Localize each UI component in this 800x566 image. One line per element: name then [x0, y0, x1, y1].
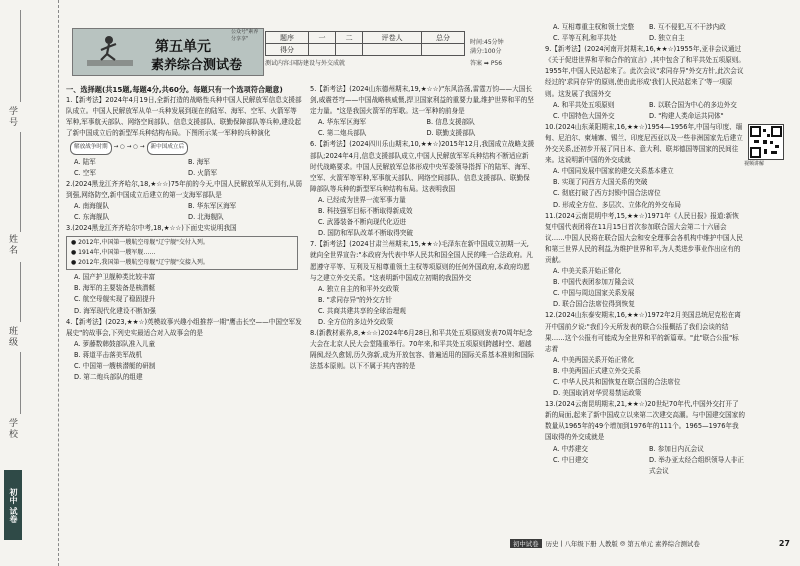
time-info: [470, 38, 504, 56]
option[interactable]: D. 海军现代化建设不断加强: [74, 306, 156, 315]
arrow-right-icon: → ○ → ○ →: [113, 144, 145, 151]
option[interactable]: D. 火箭军: [188, 168, 218, 177]
option[interactable]: C. 共商共建共享的全球治理观: [318, 306, 406, 315]
options-row: [545, 100, 745, 111]
option[interactable]: A. 中苏建交: [553, 444, 588, 453]
option[interactable]: D. 第二炮兵部队的组建: [74, 373, 143, 382]
question-4: 4.【新考法】(2023,★★☆)英模故事兴趣小组推荐一期"鹰击长空——中国空军发展史"的故事会,下列史实最适合对入故事会的是: [66, 317, 302, 337]
score-cell[interactable]: [336, 44, 363, 56]
score-table: [265, 31, 465, 56]
footer-unit: 第五单元: [627, 539, 653, 548]
option[interactable]: B. 中国代表团参加万隆会议: [553, 278, 635, 287]
score-cell: 二: [336, 32, 363, 44]
options-row: [545, 111, 745, 122]
material-line: ● 2012年,中国第一艘航空母舰"辽宁舰"交付入列。: [71, 239, 209, 247]
option[interactable]: A. 已经成为世界一流军事力量: [318, 195, 406, 204]
score-cell[interactable]: [421, 44, 464, 56]
option[interactable]: A. 独立自主的和平外交政策: [318, 284, 400, 293]
option[interactable]: D. 联勤支援部队: [426, 129, 476, 138]
test-scope: 测试内容:国防建设与外交成就: [265, 60, 346, 67]
score-cell: 评卷人: [363, 32, 422, 44]
question-1: 1.【新考法】2024年4月19日,全新打造的战略性兵种中国人民解放军信息支援部队成立。中国人民解放军从单一兵种发展到现在的陆军、海军、空军、火箭军等军种,军事航天部队、网络空间部队、信息支援部队、联勤保障部队等兵种,建设起了新中国成立后的新型军兵种结构布局。下图所示某一军种的兵种演化: [66, 96, 302, 138]
option[interactable]: C. 彻底打破了西方封锁中国合法席位: [553, 189, 661, 198]
question-13: 13.(2024云南昆明期末,21,★★☆)20世纪70年代,中国外交打开了新的局面,起来了新中国成立以来第二次建交高潮。与中国建交国家的数量从1965年的49个增加到1976年的111个。1965—1976年我国取得的外交成就是: [545, 400, 745, 442]
divider: [20, 352, 21, 414]
section-heading: 一、选择题(共15题,每题4分,共60分。每题只有一个选项符合题意): [66, 85, 283, 94]
score-cell: 题序: [266, 32, 309, 44]
footer-title: 素养综合测试卷: [654, 539, 700, 548]
banner-title-test: 素养综合测试卷: [151, 58, 243, 73]
option[interactable]: A. 萝藤数韩鼓部队准入儿童: [74, 339, 156, 348]
option[interactable]: B. 信息支援部队: [426, 118, 475, 127]
flow-node: 新中国成立后: [147, 141, 189, 154]
footer-badge: 初中试卷: [510, 539, 542, 548]
option[interactable]: D. 形成全方位、多层次、立体化的外交布局: [553, 200, 681, 209]
options-row: [545, 33, 745, 44]
full-score: 满分:100分: [470, 48, 502, 55]
option[interactable]: D. 举办亚太经合组织领导人非正式会议: [649, 455, 744, 475]
options-row: [66, 157, 302, 168]
option[interactable]: C. 平等互利,和平共处: [553, 34, 617, 43]
option[interactable]: C. 武器装备不断向现代化迈进: [318, 218, 406, 227]
option[interactable]: B. 以联合国为中心的多边外交: [649, 100, 737, 109]
score-cell[interactable]: [308, 44, 335, 56]
option[interactable]: D. 北海舰队: [188, 213, 224, 222]
question-7: 7.【新考法】(2024甘肃兰州期末,15,★★☆)毛泽东在新中国成立初期一天,就向全世界宣告:"本政府为代表中华人民共和国全国人民的唯一合法政府。凡愿遵守平等、互利及互相尊重领土主权等项原则的任何外国政府,本政府均愿与之建立外交关系。"这表明新中国成立初期的我国外交: [310, 240, 533, 282]
option[interactable]: C. 中华人民共和国恢复在联合国的合法席位: [553, 378, 681, 386]
page-footer: 初中试卷 历史 | 八年级下册 人教版 ◎ 第五单元 素养综合测试卷 27: [510, 538, 790, 548]
label-name: 姓名: [7, 234, 17, 256]
material-line: ● 2012年,我国第一艘航空母舰"辽宁舰"交接入列。: [71, 259, 209, 267]
option[interactable]: C. 第二炮兵部队: [318, 129, 367, 138]
option[interactable]: C. 中国与周边国家关系发展: [553, 289, 635, 298]
column-left: [66, 84, 302, 383]
question-6: 6.【新考法】(2024四川乐山期末,10,★★☆)2015年12月,我国成立战略支援部队;2024年4月,信息支援部队成立,中国人民解放军军兵种结构不断适应新时代战略要求。中国人民解放军总体形成中央军委领导指挥下的陆军、海军、空军、火箭军等军种,军事航天部队、网络空间部队、信息支援部队、联勤保障部队等兵种的新型军兵种结构布局。这表明我国: [310, 140, 535, 193]
question-5: 5.【新考法】(2024山东德州期末,19,★☆☆)"东风浩荡,雷霆万钧——大国长剑,威震苍穹——中国战略核威慑,捍卫国家利益的重要力量,维护世界和平的坚定力量。"这是我国火箭军的军歌。这一军种的前身是: [310, 85, 534, 116]
option[interactable]: D. 国防和军队改革不断取得突破: [318, 229, 413, 238]
unit-banner: [72, 28, 264, 76]
option[interactable]: C. 中日建交: [553, 455, 589, 464]
question-12: 12.(2024山东泰安期末,16,★★☆)1972年2月美国总统尼克松在离开中国前夕说:"我们今天所发表的联合公报概括了我们会谈的结果……这个公报有可能成为全世界和平的新篇章。"此"联合公报"标志着: [545, 311, 741, 353]
score-cell: 得分: [266, 44, 309, 56]
flow-node: 解放战争时期: [70, 141, 112, 154]
footer-subject: 历史: [545, 539, 559, 548]
options-row: [310, 128, 535, 139]
label-school: 学校: [7, 418, 17, 440]
option[interactable]: C. 中国特色大国外交: [553, 111, 615, 120]
option[interactable]: A. 国产护卫舰种类比较丰富: [74, 273, 156, 282]
label-class: 班级: [7, 326, 17, 348]
option[interactable]: B. 海军的主要装备是核潜艇: [74, 284, 156, 293]
question-8: 8.(新教材素养,8,★☆☆)2024年6月28日,和平共处五项原则发表70周年纪念大会在北京人民大会堂隆重举行。70年来,和平共处五项原则跨越时空、超越隔阂,经久愈韧,历久弥新,成为开放包容、普遍适用的国际关系基本准则和国际法基本原则。以下不属于其内容的是: [310, 329, 534, 371]
binding-strip: [0, 0, 59, 566]
option[interactable]: A. 中国同发展中国家的建交关系基本建立: [553, 167, 674, 176]
score-cell: 总分: [421, 32, 464, 44]
divider: [20, 132, 21, 232]
banner-note: 公众号"素养分享享": [231, 29, 259, 42]
score-cell: 一: [308, 32, 335, 44]
options-row: [66, 168, 302, 179]
label-student-id: 学号: [7, 106, 17, 128]
score-cell[interactable]: [363, 44, 422, 56]
option[interactable]: B. 互不侵犯,互不干涉内政: [649, 23, 726, 31]
option[interactable]: D. 美国取消对华贸易禁运政策: [553, 389, 642, 398]
option[interactable]: B. 海军: [188, 157, 210, 166]
question-9: 9.【新考法】(2024河南开封期末,16,★★☆)1955年,亚非会议通过《关于促进世界和平和合作的宣言》,其中包含了和平共处五项原则。1955年,中国人民站起来了。此次会议"求同存异"外交方针,此次会议经过的'求同存异'的原则,使由此形成'我们人民站起来了'等一项原则。这发展了我国外交: [545, 45, 745, 98]
question-10: 10.(2024山东莱阳期末,16,★★☆)1954—1956年,中国与印度、缅甸、尼泊尔、柬埔寨、锡兰、印度尼西亚以及一些非洲国家先后建立外交关系,还初步开展了同日本、意大利、联邦德国等国家的民间往来。这说明新中国的外交成就: [545, 122, 743, 165]
option[interactable]: B. "求同存异"的外交方针: [318, 295, 393, 304]
divider: [20, 262, 21, 322]
options-row: [66, 212, 302, 223]
option[interactable]: A. 南海舰队: [74, 201, 109, 210]
option[interactable]: A. 和平共处五项原则: [553, 100, 615, 109]
option[interactable]: D. 全方位的多边外交政策: [318, 317, 394, 326]
qr-code-icon[interactable]: [748, 124, 784, 160]
brand-label: 初中 试卷: [4, 470, 22, 540]
divider: [20, 10, 21, 102]
option[interactable]: A. 陆军: [74, 157, 96, 166]
options-row: [310, 117, 535, 128]
option[interactable]: A. 互相尊重主权和领土完整: [553, 23, 635, 31]
option[interactable]: B. 科技强军目标不断取得新成效: [318, 207, 413, 216]
option[interactable]: A. 中美关系开始正常化: [553, 267, 621, 276]
column-right: [545, 22, 745, 477]
question-11: 11.(2024云南昆明中考,15,★★☆)1971年《人民日报》报道:新恢复中国代表团将在11月15日首次参加联合国大会第二十六届会议……中国人民将在联合国大会和安全理事会各机构中维护中国人民和第三世界人民的利益,为维护世界和平,为人类进步事业作出应有的贡献。: [545, 211, 743, 264]
options-row: [545, 22, 745, 33]
question-2: 2.(2024黑龙江齐齐哈尔,18,★☆☆)75年前的今天,中国人民解放军从无到有,从弱到强,网络防空,新中国成立后建立的第一支海军部队是: [66, 179, 302, 199]
option[interactable]: B. 实现了同西方大国关系的突破: [553, 178, 648, 187]
time-limit: 时间:45分钟: [470, 39, 504, 46]
options-row: [66, 201, 302, 212]
options-row: [545, 455, 745, 477]
option[interactable]: A. 中美两国关系开始正常化: [553, 355, 635, 364]
answer-reference: 答案 ➡ P56: [470, 60, 503, 67]
option[interactable]: D. "构建人类命运共同体": [649, 111, 724, 120]
banner-title-unit: 第五单元: [155, 39, 211, 55]
option[interactable]: D. 联合国合法席位得到恢复: [553, 300, 635, 309]
material-box: [66, 236, 298, 270]
runner-illustration-icon: [85, 34, 135, 70]
qr-label: 视频讲解: [744, 161, 765, 167]
footer-grade: 八年级下册: [564, 539, 597, 548]
column-middle: [310, 84, 535, 372]
page-number: 27: [778, 538, 790, 548]
option[interactable]: C. 空军: [74, 168, 96, 177]
options-row: [545, 444, 745, 455]
footer-edition: 人教版: [598, 539, 618, 548]
option[interactable]: C. 航空母舰实现了稳固提升: [74, 295, 156, 304]
material-line: ● 1914年,中国第一艘军舰……: [71, 249, 156, 257]
option[interactable]: D. 独立自主: [649, 34, 685, 43]
option[interactable]: C. 东海舰队: [74, 213, 110, 222]
option[interactable]: A. 华东军区海军: [318, 118, 367, 127]
option[interactable]: B. 参加日内瓦会议: [649, 444, 704, 453]
question-3: 3.(2024黑龙江齐齐哈尔中考,18,★☆☆)下面史实说明我国: [66, 224, 237, 233]
evolution-flowchart: [70, 141, 302, 154]
option[interactable]: B. 中美两国正式建立外交关系: [553, 366, 641, 375]
option[interactable]: B. 华东军区海军: [188, 201, 237, 210]
option[interactable]: B. 蒋道平击落美军战机: [74, 350, 143, 359]
option[interactable]: C. 中国第一艘核潜艇的研制: [74, 361, 156, 370]
